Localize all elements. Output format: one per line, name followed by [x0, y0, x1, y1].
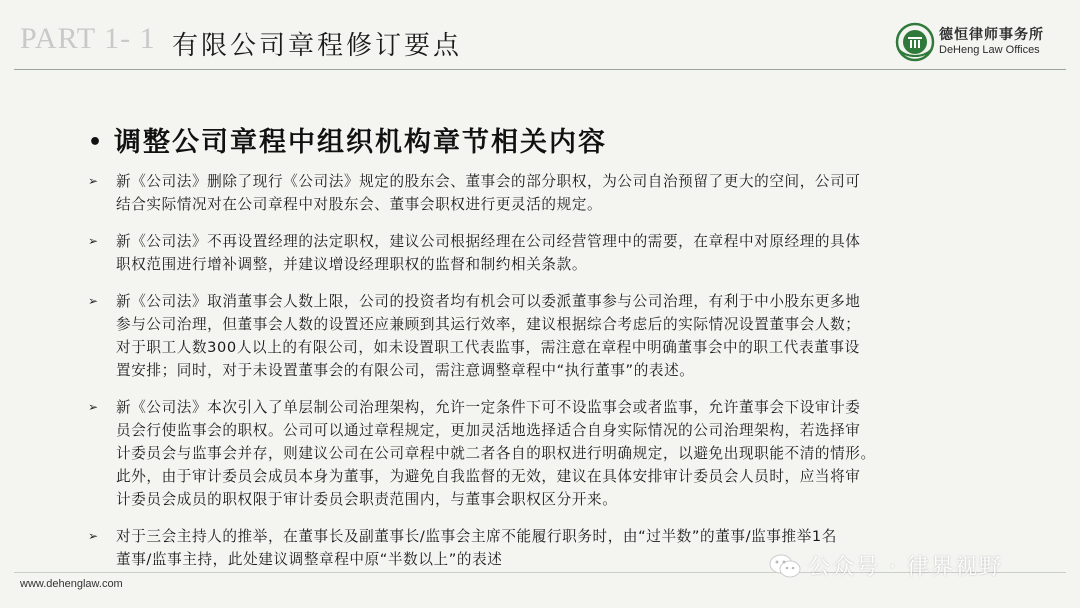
item-line: 员会行使监事会的职权。公司可以通过章程规定，更加灵活地选择适合自身实际情况的公司治理架构，若选择审 — [116, 422, 861, 439]
arrow-bullet-icon: ➢ — [88, 400, 99, 414]
logo-text-cn: 德恒律师事务所 — [939, 27, 1044, 43]
wechat-watermark — [768, 550, 1003, 580]
header-divider — [14, 69, 1066, 70]
item-line: 此外，由于审计委员会成员本身为董事，为避免自我监督的无效，建议在具体安排审计委员会人员时，应当将审 — [116, 468, 861, 485]
item-line: 参与公司治理，但董事会人数的设置还应兼顾到其运行效率，建议根据综合考虑后的实际情况设置董事会人数； — [116, 316, 861, 333]
section-heading — [88, 120, 607, 159]
item-line: 计委员会成员的职权限于审计委员会职责范围内，与董事会职权区分开来。 — [116, 491, 618, 508]
watermark-text: 公众号 · 律界视野 — [808, 555, 1003, 580]
dehen-logo — [895, 22, 1055, 62]
arrow-bullet-icon: ➢ — [88, 234, 99, 248]
item-line: 新《公司法》取消董事会人数上限，公司的投资者均有机会可以委派董事参与公司治理，有利于中小股东更多地 — [116, 293, 861, 310]
section-heading-text: 调整公司章程中组织机构章节相关内容 — [114, 127, 607, 158]
list-item — [88, 290, 1008, 382]
arrow-bullet-icon: ➢ — [88, 294, 99, 308]
item-line: 新《公司法》删除了现行《公司法》规定的股东会、董事会的部分职权，为公司自治预留了更大的空间，公司可 — [116, 173, 861, 190]
item-line: 结合实际情况对在公司章程中对股东会、董事会职权进行更灵活的规定。 — [116, 196, 603, 213]
wechat-icon — [768, 553, 802, 579]
item-line: 职权范围进行增补调整，并建议增设经理职权的监督和制约相关条款。 — [116, 256, 588, 273]
item-line: 新《公司法》不再设置经理的法定职权，建议公司根据经理在公司经营管理中的需要，在章程中对原经理的具体 — [116, 233, 861, 250]
part-label: PART 1- 1 — [20, 22, 156, 55]
logo-text-en: DeHeng Law Offices — [939, 44, 1040, 56]
item-line: 对于职工人数300人以上的有限公司，如未设置职工代表监事，需注意在章程中明确董事会中的职工代表董事设 — [116, 339, 860, 356]
arrow-bullet-icon: ➢ — [88, 174, 99, 188]
dehen-logo-icon — [895, 22, 935, 62]
list-item — [88, 396, 1008, 511]
bullet-icon: • — [88, 130, 105, 155]
list-item — [88, 230, 1008, 276]
item-line: 对于三会主持人的推举，在董事长及副董事长/监事会主席不能履行职务时，由“过半数”的董事/监事推举1名 — [116, 528, 837, 545]
footer-url[interactable]: www.dehenglaw.com — [20, 578, 123, 590]
item-line: 董事/监事主持，此处建议调整章程中原“半数以上”的表述 — [116, 551, 503, 568]
list-item — [88, 170, 1008, 216]
arrow-bullet-icon: ➢ — [88, 529, 99, 543]
header — [0, 0, 1080, 70]
page-title: 有限公司章程修订要点 — [172, 31, 463, 61]
item-line: 新《公司法》本次引入了单层制公司治理架构，允许一定条件下可不设监事会或者监事，允许董事会下设审计委 — [116, 399, 861, 416]
item-line: 计委员会与监事会并存，则建议公司在公司章程中就二者各自的职权进行明确规定，以避免出现职能不清的情形。 — [116, 445, 876, 462]
content-list — [88, 170, 1008, 585]
item-line: 置安排；同时，对于未设置董事会的有限公司，需注意调整章程中“执行董事”的表述。 — [116, 362, 695, 379]
